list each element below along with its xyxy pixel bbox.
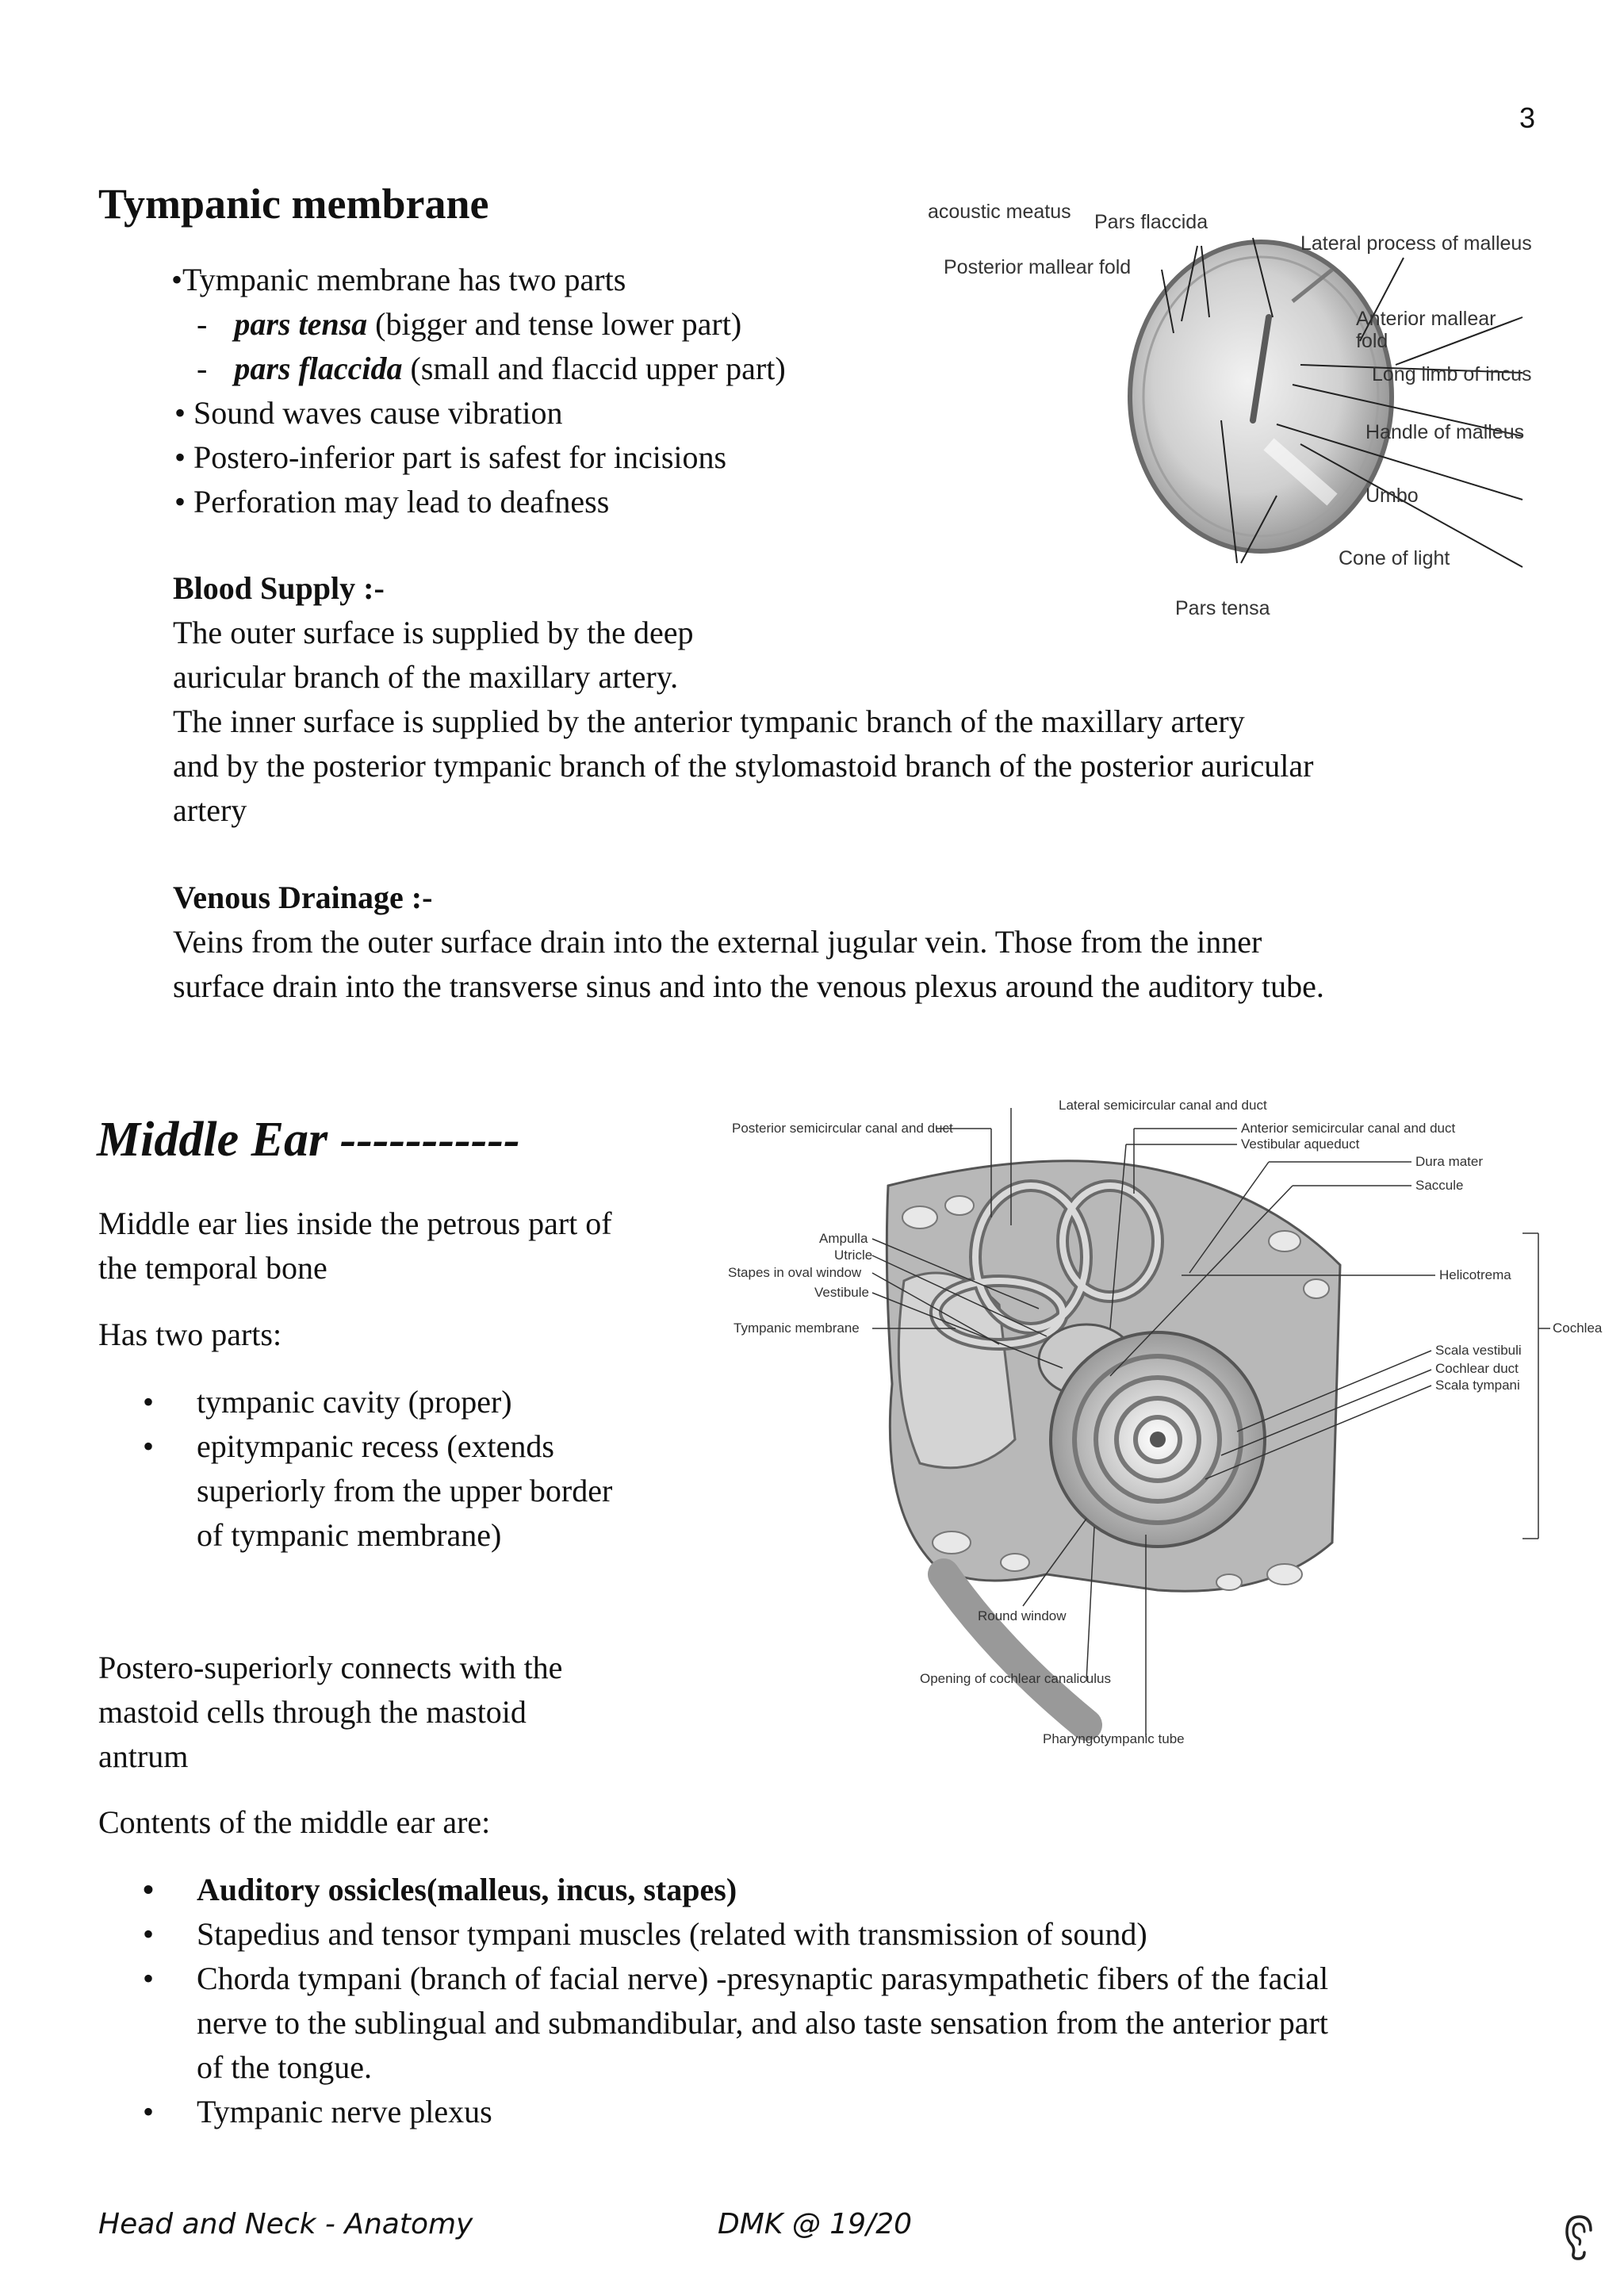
text-line: mastoid cells through the mastoid <box>98 1694 527 1730</box>
tympanic-intro: •Tympanic membrane has two parts <box>171 262 626 297</box>
bullet: • <box>143 1916 155 1952</box>
label-scala-tympani: Scala tympani <box>1435 1378 1520 1393</box>
list-item <box>143 1957 1554 2090</box>
bullet: • <box>143 1428 155 1464</box>
label-dura-mater: Dura mater <box>1415 1154 1484 1169</box>
footer-left: Head and Neck - Anatomy <box>98 2208 473 2240</box>
text-line: The outer surface is supplied by the deep <box>173 615 694 650</box>
label-long-limb: Long limb of incus <box>1372 363 1532 385</box>
label-handle: Handle of malleus <box>1365 421 1525 443</box>
blood-supply-heading: Blood Supply :- <box>173 570 385 606</box>
label-cochlea: Cochlea <box>1553 1320 1603 1336</box>
label-anterior-canal: Anterior semicircular canal and duct <box>1241 1121 1456 1136</box>
text-line: Postero-superiorly connects with the <box>98 1650 563 1685</box>
label-posterior-fold: Posterior mallear fold <box>944 256 1132 278</box>
inner-ear-figure <box>714 1098 1603 1773</box>
text-line: epitympanic recess (extends <box>197 1428 554 1464</box>
part-pars-tensa <box>197 302 741 347</box>
list-item <box>143 2090 1554 2134</box>
venous-drainage-text <box>173 920 1324 1009</box>
label-anterior-fold-2: fold <box>1356 330 1388 352</box>
part-desc: (bigger and tense lower part) <box>367 306 742 342</box>
list-item <box>143 1912 1554 1957</box>
text-line: Middle ear lies inside the petrous part of <box>98 1205 612 1241</box>
text-line: tympanic cavity (proper) <box>197 1384 512 1420</box>
list-item <box>143 1380 612 1424</box>
text-line: of tympanic membrane) <box>197 1517 502 1553</box>
text-line: Chorda tympani (branch of facial nerve) -presynaptic parasympathetic fibers of the facial <box>197 1961 1329 1996</box>
section-title-middle-ear: Middle Ear ----------- <box>97 1113 520 1167</box>
label-pars-flaccida: Pars flaccida <box>1094 211 1208 233</box>
text-line: Stapedius and tensor tympani muscles (related with transmission of sound) <box>197 1916 1147 1952</box>
text-line: superiorly from the upper border <box>197 1473 613 1508</box>
text-line: Veins from the outer surface drain into the external jugular vein. Those from the inner <box>173 924 1262 960</box>
label-cochlear-canaliculus: Opening of cochlear canaliculus <box>920 1671 1111 1686</box>
ear-icon <box>1561 2213 1600 2262</box>
label-lateral-process: Lateral process of malleus <box>1300 232 1532 255</box>
list-item <box>143 1424 612 1558</box>
label-lateral-canal: Lateral semicircular canal and duct <box>1059 1098 1267 1113</box>
bullet-item: • Perforation may lead to deafness <box>174 484 610 519</box>
text-line: surface drain into the transverse sinus and into the venous plexus around the auditory tube. <box>173 968 1324 1004</box>
section-title-tympanic: Tympanic membrane <box>98 180 489 228</box>
label-cochlear-duct: Cochlear duct <box>1435 1361 1519 1376</box>
part-dash: - <box>197 351 208 386</box>
text-line: antrum <box>98 1738 189 1774</box>
label-stapes: Stapes in oval window <box>728 1265 862 1280</box>
tympanic-membrane-figure <box>920 182 1554 642</box>
label-cone-of-light: Cone of light <box>1339 547 1450 569</box>
bullet-item: • Sound waves cause vibration <box>174 395 563 431</box>
membrane-disc <box>1130 242 1392 551</box>
contents-heading: Contents of the middle ear are: <box>98 1804 491 1840</box>
middle-ear-parts-list <box>143 1380 612 1558</box>
bullet: • <box>143 1384 155 1420</box>
bullet-item: • Postero-inferior part is safest for incisions <box>174 439 727 475</box>
part-pars-flaccida <box>197 347 786 391</box>
label-ampulla: Ampulla <box>819 1231 868 1246</box>
bullet: • <box>143 1872 155 1907</box>
blood-supply-text <box>173 611 1313 833</box>
label-posterior-canal: Posterior semicircular canal and duct <box>732 1121 953 1136</box>
part-desc: (small and flaccid upper part) <box>402 351 786 386</box>
label-pars-tensa: Pars tensa <box>1175 597 1270 619</box>
text-line: Tympanic nerve plexus <box>197 2094 492 2129</box>
label-pharyngotympanic-tube: Pharyngotympanic tube <box>1043 1731 1185 1746</box>
label-utricle: Utricle <box>834 1248 873 1263</box>
text-line: artery <box>173 792 247 828</box>
bullet: • <box>143 2094 155 2129</box>
label-anterior-fold: Anterior mallear <box>1356 308 1496 330</box>
label-round-window: Round window <box>978 1608 1067 1623</box>
venous-drainage-heading: Venous Drainage :- <box>173 880 433 915</box>
label-umbo: Umbo <box>1365 485 1419 507</box>
text-line: The inner surface is supplied by the anterior tympanic branch of the maxillary artery <box>173 703 1245 739</box>
label-saccule: Saccule <box>1415 1178 1464 1193</box>
text-line: Auditory ossicles(malleus, incus, stapes) <box>197 1872 737 1907</box>
list-item <box>143 1868 1554 1912</box>
part-dash: - <box>197 306 208 342</box>
has-two-parts: Has two parts: <box>98 1317 282 1352</box>
label-scala-vestibuli: Scala vestibuli <box>1435 1343 1522 1358</box>
label-vestibular-aqueduct: Vestibular aqueduct <box>1241 1137 1360 1152</box>
tympanic-bullets <box>174 391 726 524</box>
label-tympanic-membrane: Tympanic membrane <box>733 1320 860 1336</box>
middle-ear-location <box>98 1202 612 1290</box>
text-line: nerve to the sublingual and submandibular, and also taste sensation from the anterior part <box>197 2005 1328 2041</box>
text-line: the temporal bone <box>98 1250 327 1286</box>
contents-list <box>143 1868 1554 2134</box>
label-helicotrema: Helicotrema <box>1439 1267 1511 1282</box>
page-number: 3 <box>1519 102 1535 134</box>
footer-center: DMK @ 19/20 <box>718 2208 913 2240</box>
part-term: pars flaccida <box>234 351 403 386</box>
text-line: and by the posterior tympanic branch of the stylomastoid branch of the posterior auricular <box>173 748 1314 784</box>
label-acoustic-meatus: acoustic meatus <box>928 201 1071 223</box>
part-term: pars tensa <box>234 306 368 342</box>
text-line: auricular branch of the maxillary artery. <box>173 659 679 695</box>
text-line: of the tongue. <box>197 2049 373 2085</box>
bullet: • <box>143 1961 155 1996</box>
label-vestibule: Vestibule <box>814 1285 869 1300</box>
postero-superior-text <box>98 1646 562 1779</box>
